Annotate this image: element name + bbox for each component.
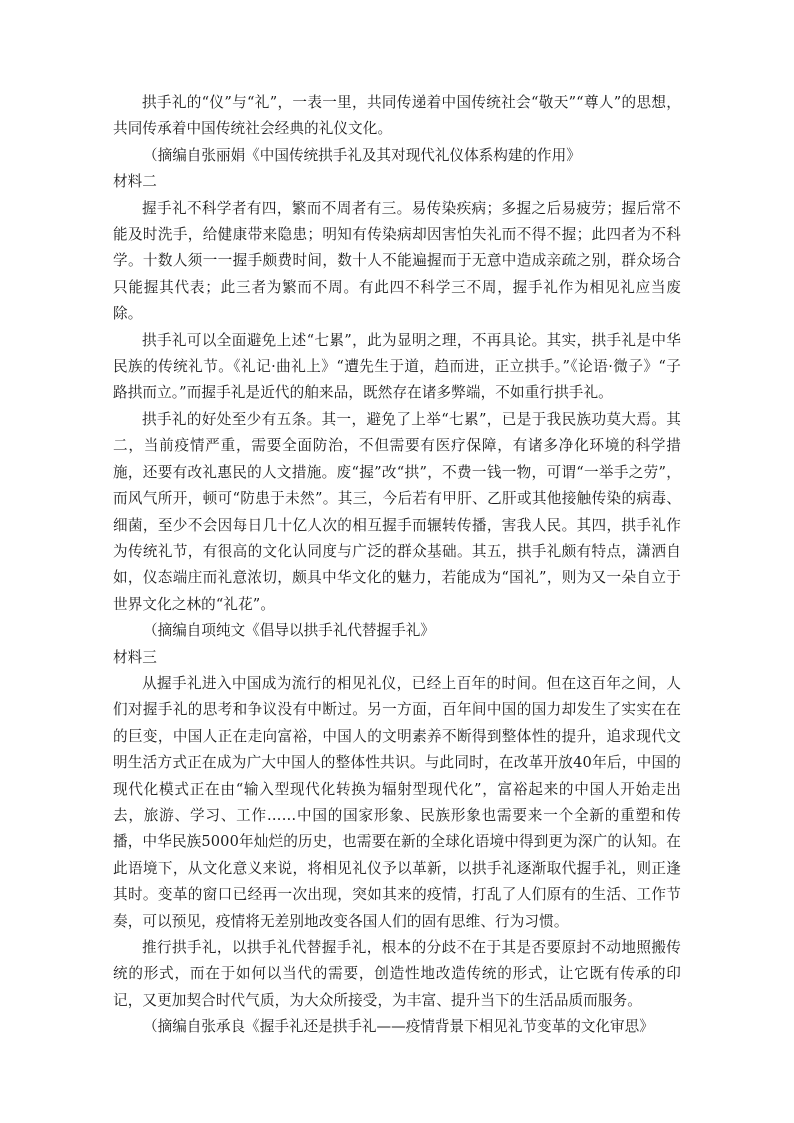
source-citation-2: （摘编自项纯文《倡导以拱手礼代替握手礼》: [143, 622, 435, 640]
paragraph-1: 拱手礼的“仪”与“礼”，一表一里，共同传递着中国传统社会“敬天”“尊人”的思想，共同传承着中国传统社会经典的礼仪文化。: [113, 94, 681, 138]
source-citation-3: （摘编自张承良《握手礼还是拱手礼——疫情背景下相见礼节变革的文化审思》: [143, 1018, 654, 1036]
paragraph-3: 拱手礼可以全面避免上述“七累”，此为显明之理，不再具论。其实，拱手礼是中华民族的传统礼节。《礼记·曲礼上》“遭先生于道，趋而进，正立拱手。”《论语·微子》“子路拱而立。”而握手礼是近代的舶来品，既然存在诸多弊端，不如重行拱手礼。: [113, 331, 681, 402]
paragraph-5: 从握手礼进入中国成为流行的相见礼仪，已经上百年的时间。但在这百年之间，人们对握手礼的思考和争议没有中断过。另一方面，百年间中国的国力却发生了实实在在的巨变，中国人正在走向富裕，中国人的文明素养不断得到整体性的提升，追求现代文明生活方式正在成为广大中国人的整体性共识。与此同时，在改革开放40年后，中国的现代化模式正在由“输入型现代化转换为辐射型现代化”，富裕起来的中国人开始走出去，旅游、学习、工作……中国的国家形象、民族形象也需要来一个全新的重塑和传播，中华民族5000年灿烂的历史，也需要在新的全球化语境中得到更为深广的认知。在此语境下，从文化意义来说，将相见礼仪予以革新，以拱手礼逐渐取代握手礼，则正逢其时。变革的窗口已经再一次出现，突如其来的疫情，打乱了人们原有的生活、工作节奏，可以预见，疫情将无差别地改变各国人们的固有思维、行为习惯。: [113, 674, 681, 930]
paragraph-2: 握手礼不科学者有四，繁而不周者有三。易传染疾病；多握之后易疲劳；握后常不能及时洗手，给健康带来隐患；明知有传染病却因害怕失礼而不得不握；此四者为不科学。十数人须一一握手颇费时间，数十人不能遍握而于无意中造成亲疏之别，群众场合只能握其代表；此三者为繁而不周。有此四不科学三不周，握手礼作为相见礼应当废除。: [113, 199, 681, 323]
paragraph-6: 推行拱手礼，以拱手礼代替握手礼，根本的分歧不在于其是否要原封不动地照搬传统的形式，而在于如何以当代的需要，创造性地改造传统的形式，让它既有传承的印记，又更加契合时代气质，为大众所接受，为丰富、提升当下的生活品质而服务。: [113, 939, 681, 1009]
material-heading-3: 材料三: [113, 648, 157, 666]
paragraph-4: 拱手礼的好处至少有五条。其一，避免了上举“七累”，已是于我民族功莫大焉。其二，当前疫情严重，需要全面防治，不但需要有医疗保障，有诸多净化环境的科学措施，还要有改礼惠民的人文措施。废“握”改“拱”，不费一钱一物，可谓“一举手之劳”，而风气所开，顿可“防患于未然”。其三，今后若有甲肝、乙肝或其他接触传染的病毒、细菌，至少不会因每日几十亿人次的相互握手而辗转传播，害我人民。其四，拱手礼作为传统礼节，有很高的文化认同度与广泛的群众基础。其五，拱手礼颇有特点，潇洒自如，仪态端庄而礼意浓切，颇具中华文化的魅力，若能成为“国礼”，则为又一朵自立于世界文化之林的“礼花”。: [113, 410, 681, 613]
material-heading-2: 材料二: [113, 173, 157, 191]
source-citation-1: （摘编自张丽娟《中国传统拱手礼及其对现代礼仪体系构建的作用》: [143, 146, 581, 164]
